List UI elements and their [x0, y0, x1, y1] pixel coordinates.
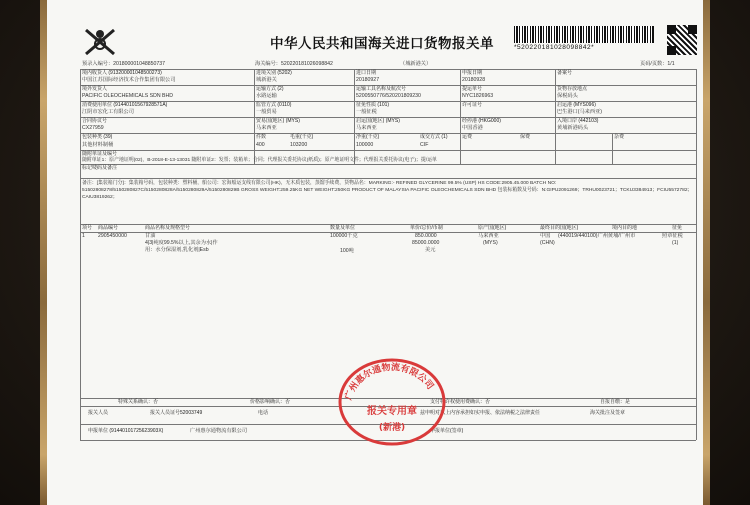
- departure-port-value: 巴生港口(马来西亚): [557, 109, 602, 115]
- net-weight-value: 100000: [356, 142, 374, 148]
- marks-value: 备注：[集装箱门分]：集装箱号码，包装种类：塑料桶，船公司：宏海船运支线有限公司(HK)，无木质包装，蒸馏手续费，货物品名：MARKING:- REFINED GLYCERINE 99.5% (USP) HS CODE:2905.45.000 BATCH NO: 51502808278/5150280827C/5150280828A/5150280829A/5150280829B GROSS WEIGHT:259.25KG NET WEIGHT:250KG PRODUCT OF MALAYSIA PACIFIC OLEOCHEMICALS SDN BHD 包装标箱数及号码：N:GIPU2091269；TRHU0023721；TCKU3384913；FCIU5572782；CAIU3819262；: [82, 181, 693, 201]
- stamp-outer-text: 广州惠尔通物流有限公司: [343, 362, 435, 402]
- barcode-number: *520220181028098842*: [514, 44, 595, 51]
- supervision-value: 一般贸易: [256, 109, 277, 115]
- agent-label: 申报单位 (91440101725623903X): [88, 428, 164, 434]
- consignee-value: 中国江苏国际经济技术合作集团有限公司: [82, 77, 176, 83]
- package-type-label: 包装种类 (39): [82, 134, 113, 140]
- goods-qty-1: 100000千克: [330, 233, 358, 239]
- entry-port-value: 黄埔新港码头: [557, 125, 589, 131]
- trade-terms-value: CIF: [420, 142, 429, 148]
- declarant-id: 报关人员证号52003749: [150, 410, 203, 416]
- goods-dest: 中国: [540, 233, 551, 239]
- marks-label: 标记唛码及备注: [82, 165, 118, 171]
- goods-unit-price: 850.0000: [415, 233, 437, 239]
- goods-no-header: 项号: [82, 225, 93, 231]
- goods-price-header: 单价/总价/币制: [410, 225, 443, 231]
- rule: [555, 69, 556, 165]
- docs-value: 随附单证1：原产地证明(02)，B-2018-E-13-13031 随附单证2：发票；装箱单；合同；代理报关委托协议(纸质)；原产地证明文件；代理报关委托协议(电子)；提/运单: [82, 158, 437, 163]
- rule: [80, 178, 696, 179]
- customs-office: （城新港关）: [400, 61, 432, 67]
- gross-weight-label: 毛重(千克): [290, 134, 314, 140]
- rule: [696, 69, 697, 440]
- consignor-value: PACIFIC OLEOCHEMICALS SDN BHD: [82, 93, 173, 99]
- rule: [254, 69, 255, 165]
- consumer-label: 消费使用单位 (91440101567928571A): [82, 102, 168, 108]
- pieces-value: 400: [256, 142, 265, 148]
- trade-terms-label: 成交方式 (1): [420, 134, 448, 140]
- supervision-label: 监管方式 (0110): [256, 102, 292, 108]
- record-no-label: 备案号: [557, 70, 573, 76]
- goods-origin: 马来西亚: [478, 233, 499, 239]
- departure-port-label: 启运港 (MYS096): [557, 102, 596, 108]
- gross-weight-value: 103200: [290, 142, 308, 148]
- rule: [80, 164, 696, 165]
- goods-name-header: 商品名称及规格型号: [145, 225, 191, 231]
- freight-label: 运费: [462, 134, 473, 140]
- goods-no: 1: [82, 233, 85, 239]
- rule: [80, 150, 696, 151]
- goods-qty-header: 数量及单位: [330, 225, 356, 231]
- transport-tool-value: 5200550776/520201809230: [356, 93, 421, 99]
- stamp-inner-text: (新港): [378, 423, 406, 433]
- tax-nature-label: 征免性质 (101): [356, 102, 390, 108]
- contract-no-value: CX27959: [82, 125, 104, 131]
- import-date-label: 进口日期: [356, 70, 377, 76]
- tax-nature-value: 一般征税: [356, 109, 377, 115]
- rule: [354, 69, 355, 165]
- origin-country-value: 马来西亚: [356, 125, 377, 131]
- goods-tax-header: 征免: [672, 225, 683, 231]
- goods-total-price: 85000.0000: [412, 240, 440, 246]
- declarant-note: 兹申明对以上内容承担如实申报、依法纳税之法律责任: [420, 410, 541, 416]
- goods-dest-code: (CHN): [540, 240, 555, 246]
- rule: [612, 133, 613, 165]
- declare-date-label: 申报日期: [462, 70, 483, 76]
- contract-no-label: 合同协议号: [82, 118, 108, 124]
- rule: [80, 133, 696, 134]
- transport-tool-label: 运输工具名称及航次号: [356, 86, 407, 92]
- bill-no-label: 提运单号: [462, 86, 483, 92]
- license-no-label: 许可证号: [462, 102, 483, 108]
- agent-value: 广州惠尔通物流有限公司: [190, 428, 248, 434]
- transit-port-label: 经停港 (HKG000): [462, 118, 501, 124]
- goods-currency: 美元: [425, 247, 436, 253]
- qr-code-icon: [667, 25, 697, 55]
- misc-fee-label: 杂费: [614, 134, 625, 140]
- goods-dest-header: 最终目的国(地区): [540, 225, 579, 231]
- transit-port-value: 中国香港: [462, 125, 483, 131]
- page-number: 页码/页数：1/1: [640, 61, 675, 67]
- goods-district-header: 境内目的地: [612, 225, 638, 231]
- transport-mode-value: 水路运输: [256, 93, 277, 99]
- docs-label: 随附单证及编号: [82, 151, 118, 157]
- transport-mode-label: 运输方式 (2): [256, 86, 284, 92]
- trade-country-label: 贸易国(地区) (MYS): [256, 118, 300, 124]
- self-declare: 自报自缴：是: [600, 399, 631, 405]
- origin-country-label: 启运国(地区) (MYS): [356, 118, 400, 124]
- net-weight-label: 净重(千克): [356, 134, 380, 140]
- barcode: [514, 26, 654, 43]
- pieces-label: 件数: [256, 134, 267, 140]
- form-title: 中华人民共和国海关进口货物报关单: [270, 36, 494, 51]
- goods-tax-code: (1): [672, 240, 679, 246]
- rule: [460, 69, 461, 165]
- customs-number: 海关编号：520220181026098842: [255, 61, 333, 67]
- goods-origin-code: (MYS): [483, 240, 498, 246]
- entry-port-label: 入境口岸 (442103): [557, 118, 599, 124]
- agent-sign: 申报单位(签章): [430, 428, 464, 434]
- goods-tax: 照章征税: [662, 233, 683, 239]
- customs-stamp: [336, 356, 448, 448]
- goods-code: 2905450000: [98, 233, 127, 239]
- customs-remarks: 海关批注及签章: [590, 410, 626, 416]
- import-date-value: 20180927: [356, 77, 380, 83]
- royalty-confirm: 支付特许权使用费确认：否: [430, 399, 491, 405]
- consignor-label: 境外发货人: [82, 86, 108, 92]
- entry-customs-value: 城新港关: [256, 77, 277, 83]
- insurance-label: 保费: [520, 134, 531, 140]
- goods-district: (440019/440100)广州黄埔/广州市: [558, 233, 636, 239]
- goods-name: 甘油: [145, 233, 156, 239]
- stamp-middle-text: 报关专用章: [367, 406, 417, 417]
- declarant-label: 报关人员: [88, 410, 109, 416]
- goods-qty-2: 100吨: [340, 248, 354, 254]
- consumer-value: 江阴市宏化工有限公司: [82, 109, 134, 115]
- trade-country-value: 马来西亚: [256, 125, 277, 131]
- goods-code-header: 商品编号: [98, 225, 119, 231]
- package-type-value: 其他材料制桶: [82, 142, 114, 148]
- rule: [80, 69, 81, 440]
- bill-no-value: NYC1826963: [462, 93, 494, 99]
- price-impact: 价格影响确认：否: [250, 399, 291, 405]
- entry-customs-label: 进境关别 (5202): [256, 70, 292, 76]
- rule: [80, 69, 696, 70]
- storage-place-label: 货物存放地点: [557, 86, 588, 92]
- declarant-tel: 电话: [258, 410, 269, 416]
- customs-emblem-icon: [82, 26, 118, 56]
- special-relation: 特殊关系确认：否: [118, 399, 159, 405]
- declare-date-value: 20180928: [462, 77, 486, 83]
- storage-place-value: 保税码头: [557, 93, 578, 99]
- goods-spec: 4|3|纯度99.5%以上,其余为水|作用：水分保湿剂,乳化剂|Esb: [145, 240, 218, 253]
- goods-origin-header: 原产国(地区): [478, 225, 507, 231]
- consignee-label: 境内收货人 (913200001048500273): [82, 70, 162, 76]
- pre-entry-number: 预录入编号：201800001048850737: [82, 61, 166, 67]
